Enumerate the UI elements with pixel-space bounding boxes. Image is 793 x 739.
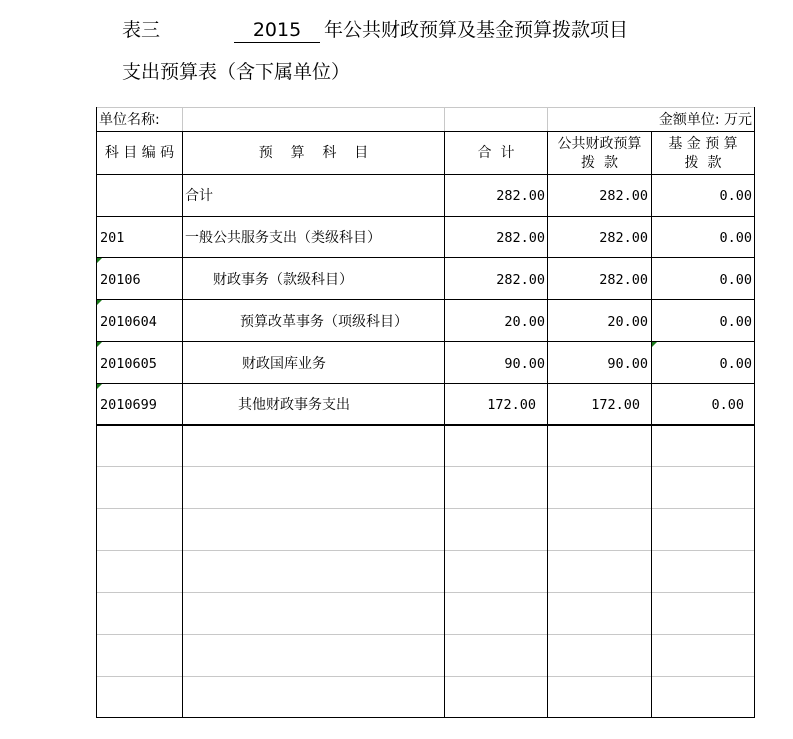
cell-marker-icon <box>652 342 657 347</box>
header-fund-line2: 拨 款 <box>684 155 722 171</box>
row-public: 282.00 <box>599 230 648 246</box>
header-code: 科 目 编 码 <box>104 145 175 161</box>
row-subject: 预算改革事务（项级科目） <box>240 314 408 330</box>
row-total: 282.00 <box>496 230 545 246</box>
row-fund: 0.00 <box>719 272 752 288</box>
row-fund: 0.00 <box>719 230 752 246</box>
row-total: 282.00 <box>496 188 545 204</box>
row-public: 90.00 <box>607 356 648 372</box>
row-public: 20.00 <box>607 314 648 330</box>
title-line-2: 支出预算表（含下属单位） <box>122 61 351 83</box>
row-fund: 0.00 <box>719 188 752 204</box>
row-code: 201 <box>100 230 125 246</box>
header-public-line2: 拨 款 <box>581 155 618 171</box>
cell-marker-icon <box>97 384 102 389</box>
row-subject: 一般公共服务支出（类级科目） <box>185 230 381 246</box>
row-public: 282.00 <box>599 272 648 288</box>
unit-name-label: 单位名称: <box>99 112 160 128</box>
row-fund: 0.00 <box>711 397 744 413</box>
header-public-line1: 公共财政预算 <box>557 136 642 152</box>
title-text: 年公共财政预算及基金预算拨款项目 <box>324 19 629 41</box>
row-public: 282.00 <box>599 188 648 204</box>
amount-unit: 金额单位: 万元 <box>658 112 752 128</box>
row-total: 20.00 <box>504 314 545 330</box>
cell-marker-icon <box>97 258 102 263</box>
year-field: 2015 <box>234 18 320 43</box>
row-code: 2010604 <box>100 314 157 330</box>
cell-marker-icon <box>97 300 102 305</box>
row-code: 2010605 <box>100 356 157 372</box>
row-total: 90.00 <box>504 356 545 372</box>
cell-marker-icon <box>97 342 102 347</box>
row-subject: 合计 <box>185 188 213 204</box>
header-subject: 预 算 科 目 <box>258 145 369 161</box>
row-fund: 0.00 <box>719 356 752 372</box>
table-number: 表三 <box>122 19 161 41</box>
row-subject: 其他财政事务支出 <box>238 397 350 413</box>
row-public: 172.00 <box>591 397 640 413</box>
header-total: 合 计 <box>477 145 515 161</box>
row-subject: 财政国库业务 <box>242 356 326 372</box>
row-total: 172.00 <box>487 397 536 413</box>
row-code: 20106 <box>100 272 141 288</box>
row-fund: 0.00 <box>719 314 752 330</box>
row-code: 2010699 <box>100 397 157 413</box>
row-total: 282.00 <box>496 272 545 288</box>
row-subject: 财政事务（款级科目） <box>213 272 353 288</box>
header-fund-line1: 基 金 预 算 <box>668 136 738 152</box>
